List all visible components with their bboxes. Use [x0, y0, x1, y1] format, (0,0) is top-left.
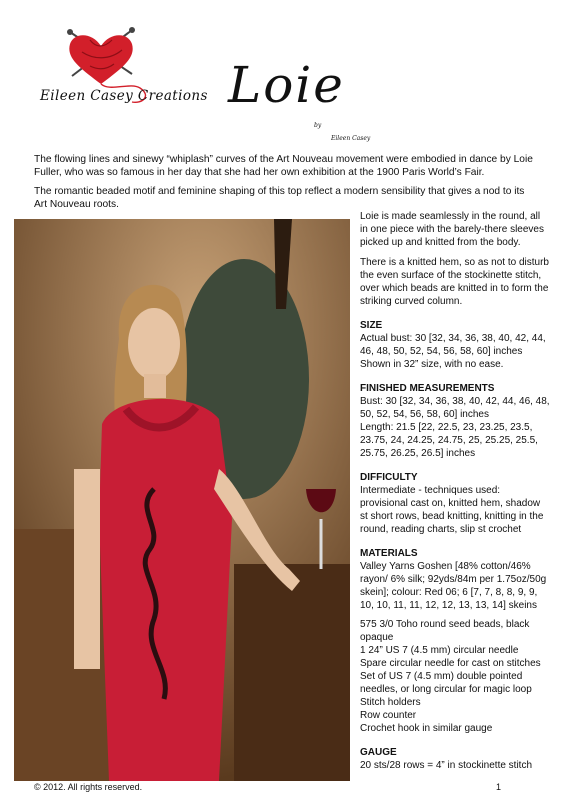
size-line: Actual bust: 30 [32, 34, 36, 38, 40, 42, 44, 46, 48, 50, 52, 54, 56, 58, 60] inches — [360, 333, 546, 357]
difficulty-heading: DIFFICULTY — [360, 472, 418, 483]
intro-paragraph-2: The romantic beaded motif and feminine shaping of this top reflect a modern sensibility that gives a nod to its Art Nouveau roots. — [34, 186, 525, 210]
pattern-title: Loie — [228, 56, 345, 114]
difficulty-section — [360, 471, 550, 536]
materials-item: Spare circular needle for cast on stitches — [360, 658, 541, 669]
size-line: Shown in 32” size, with no ease. — [360, 359, 504, 370]
pattern-details — [360, 210, 550, 772]
model-photo — [14, 219, 350, 781]
materials-item: 1 24” US 7 (4.5 mm) circular needle — [360, 645, 519, 656]
measurements-line: Bust: 30 [32, 34, 36, 38, 40, 42, 44, 46, 48, 50, 52, 54, 56, 58, 60] inches — [360, 396, 550, 420]
description-paragraph-2: There is a knitted hem, so as not to disturb the even surface of the stockinette stitch, over which beads are knitted in to form the striking curved column. — [360, 257, 549, 307]
gauge-heading: GAUGE — [360, 747, 397, 758]
materials-item: Set of US 7 (4.5 mm) double pointed needles, or long circular for magic loop — [360, 671, 532, 695]
gauge-line: 20 sts/28 rows = 4” in stockinette stitch — [360, 760, 533, 771]
materials-yarn: Valley Yarns Goshen [48% cotton/46% rayon/ 6% silk; 92yds/84m per 1.75oz/50g skein]; colour: Red 06; 6 [7, 7, 8, 8, 9, 9, 10, 10, 11, 11, 12, 12, 13, 13, 14] skeins — [360, 561, 547, 611]
copyright-text: © 2012. All rights reserved. — [34, 782, 143, 792]
measurements-line: Length: 21.5 [22, 22.5, 23, 23.25, 23.5, 23.75, 24, 24.25, 24.75, 25, 25.25, 25.5, 25.75, 26.25, 26.5] inches — [360, 422, 538, 459]
materials-item: Crochet hook in similar gauge — [360, 723, 493, 734]
measurements-section — [360, 382, 550, 460]
materials-item: Row counter — [360, 710, 417, 721]
measurements-heading: FINISHED MEASUREMENTS — [360, 383, 495, 394]
gauge-section — [360, 746, 550, 772]
brand-name: Eileen Casey Creations — [40, 88, 208, 104]
page-number: 1 — [496, 782, 502, 792]
size-section — [360, 319, 550, 371]
materials-heading: MATERIALS — [360, 548, 418, 559]
byline-author: Eileen Casey — [331, 135, 371, 142]
intro-paragraph-1: The flowing lines and sinewy “whiplash” curves of the Art Nouveau movement were embodied in dance by Loie Fuller, who was so famous in her day that she had her own exhibition at the 1900 Paris World’s Fair. — [34, 154, 533, 178]
byline-by: by — [314, 122, 322, 129]
difficulty-line: Intermediate - techniques used: provisional cast on, knitted hem, shadow st short rows, bead knitting, knitting in the round, reading charts, slip st crochet — [360, 485, 544, 535]
materials-item: Stitch holders — [360, 697, 421, 708]
description-paragraph-1: Loie is made seamlessly in the round, all in one piece with the barely-there sleeves picked up and knitted from the body. — [360, 211, 544, 248]
size-heading: SIZE — [360, 320, 383, 331]
materials-section — [360, 547, 550, 735]
materials-item: 575 3/0 Toho round seed beads, black opaque — [360, 619, 530, 643]
